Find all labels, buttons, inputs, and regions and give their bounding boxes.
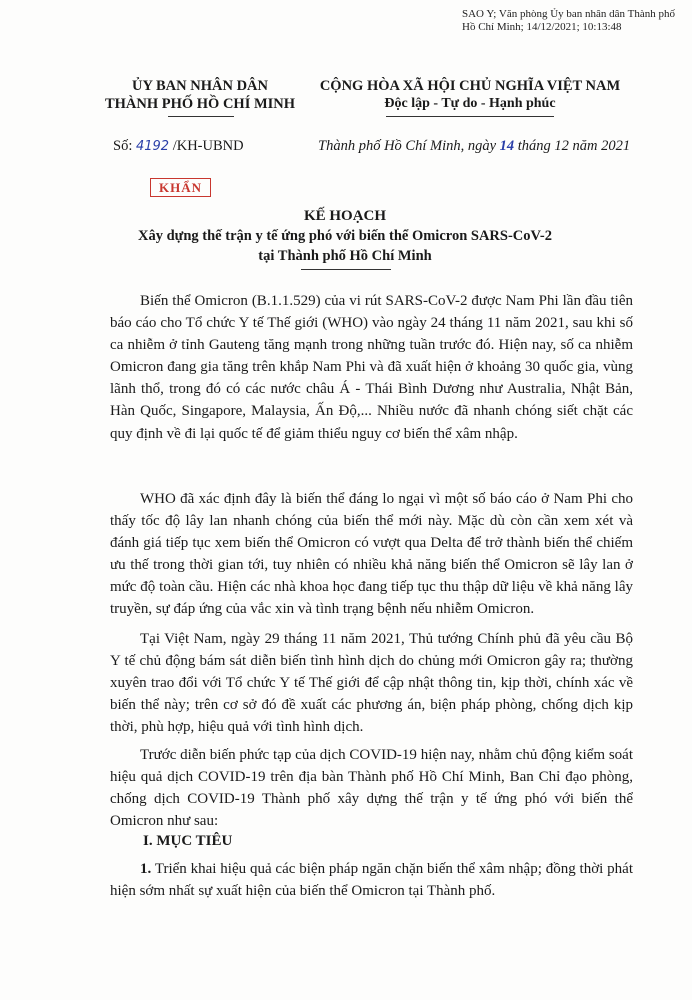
item-number: 1. <box>140 861 152 877</box>
paragraph-3: Tại Việt Nam, ngày 29 tháng 11 năm 2021, Thủ tướng Chính phủ đã yêu cầu Bộ Y tế chủ động bám sát diễn biến tình hình dịch do chủng mới Omicron gây ra; thường xuyên trao đổi với Tổ chức Y tế Thế giới để cập nhật thông tin, kịp thời, chính xác về biến thể này; trên cơ sở đó đề xuất các phương án, biện pháp phòng, chống dịch kịp thời, phù hợp, hiệu quả với tình hình dịch. <box>110 631 633 736</box>
paragraph-2: WHO đã xác định đây là biến thể đáng lo ngại vì một số báo cáo ở Nam Phi cho thấy tốc độ lây lan nhanh chóng của biến thể mới này. Mặc dù còn cần xem xét và đánh giá tiếp tục xem biến thể Omicron có vượt qua Delta để trở thành biến thể chiếm ưu thế trong thời gian tới, tuy nhiên có nhiều khả năng biến thể Omicron sẽ lây lan ở mức độ toàn cầu. Hiện các nhà khoa học đang tiếp tục thu thập dữ liệu về khả năng lây truyền, sự đáp ứng của vắc xin và tình trạng bệnh nếu nhiễm Omicron. <box>110 491 633 618</box>
doc-number-suffix: /KH-UBND <box>169 138 244 154</box>
motto-underline <box>386 116 554 117</box>
paragraph-1: Biến thể Omicron (B.1.1.529) của vi rút SARS-CoV-2 được Nam Phi lần đầu tiên báo cáo cho Tổ chức Y tế Thế giới (WHO) vào ngày 24 tháng 11 năm 2021, sau khi số ca nhiễm ở tỉnh Gauteng tăng mạnh trong những tuần trước đó. Hiện nay, số ca nhiễm Omicron đang gia tăng trên khắp Nam Phi và đã xuất hiện ở khoảng 30 quốc gia, vùng lãnh thổ, trong đó có các nước châu Á - Thái Bình Dương như Australia, Nhật Bản, Hàn Quốc, Singapore, Malaysia, Ấn Độ,... Nhiều nước đã nhanh chóng siết chặt các quy định về đi lại quốc tế để giảm thiểu nguy cơ biến thể xâm nhập. <box>110 293 633 442</box>
doc-number-handwritten: 4192 <box>135 139 170 154</box>
doc-number-prefix: Số: <box>113 138 136 154</box>
date-day-handwritten: 14 <box>499 138 515 154</box>
authority-line-1: ỦY BAN NHÂN DÂN <box>131 78 268 94</box>
title-line-2: Xây dựng thế trận y tế ứng phó với biến thể Omicron SARS-CoV-2 <box>137 228 552 244</box>
objective-item-1 <box>110 858 633 902</box>
item-text: Triển khai hiệu quả các biện pháp ngăn chặn biến thể xâm nhập; đồng thời phát hiện sớm nhất sự xuất hiện của biến thể Omicron tại Thành phố. <box>110 861 633 900</box>
document-title <box>60 206 630 266</box>
authority-line-2: THÀNH PHỐ HỒ CHÍ MINH <box>104 96 296 112</box>
place-date-before: Thành phố Hồ Chí Minh, ngày <box>318 138 500 154</box>
section-heading: I. MỤC TIÊU <box>143 833 233 849</box>
motto-line-2: Độc lập - Tự do - Hạnh phúc <box>384 96 556 111</box>
place-date-after: tháng 12 năm 2021 <box>514 138 631 154</box>
document-number <box>113 138 244 155</box>
digital-copy-stamp: SAO Y; Văn phòng Ủy ban nhân dân Thành phố Hồ Chí Minh; 14/12/2021; 10:13:48 <box>462 8 675 33</box>
motto-line-1: CỘNG HÒA XÃ HỘI CHỦ NGHĨA VIỆT NAM <box>319 78 621 94</box>
title-line-3: tại Thành phố Hồ Chí Minh <box>258 248 432 264</box>
title-underline <box>301 269 391 270</box>
national-motto <box>300 77 640 113</box>
place-and-date <box>318 138 630 155</box>
authority-underline <box>168 116 234 117</box>
urgent-stamp: KHẨN <box>150 178 211 197</box>
issuing-authority <box>62 77 338 113</box>
paragraph-4: Trước diễn biến phức tạp của dịch COVID-19 hiện nay, nhằm chủ động kiểm soát hiệu quả dịch COVID-19 trên địa bàn Thành phố Hồ Chí Minh, Ban Chỉ đạo phòng, chống dịch COVID-19 Thành phố xây dựng thế trận y tế ứng phó với biến thể Omicron như sau: <box>110 747 633 830</box>
title-line-1: KẾ HOẠCH <box>303 208 387 224</box>
